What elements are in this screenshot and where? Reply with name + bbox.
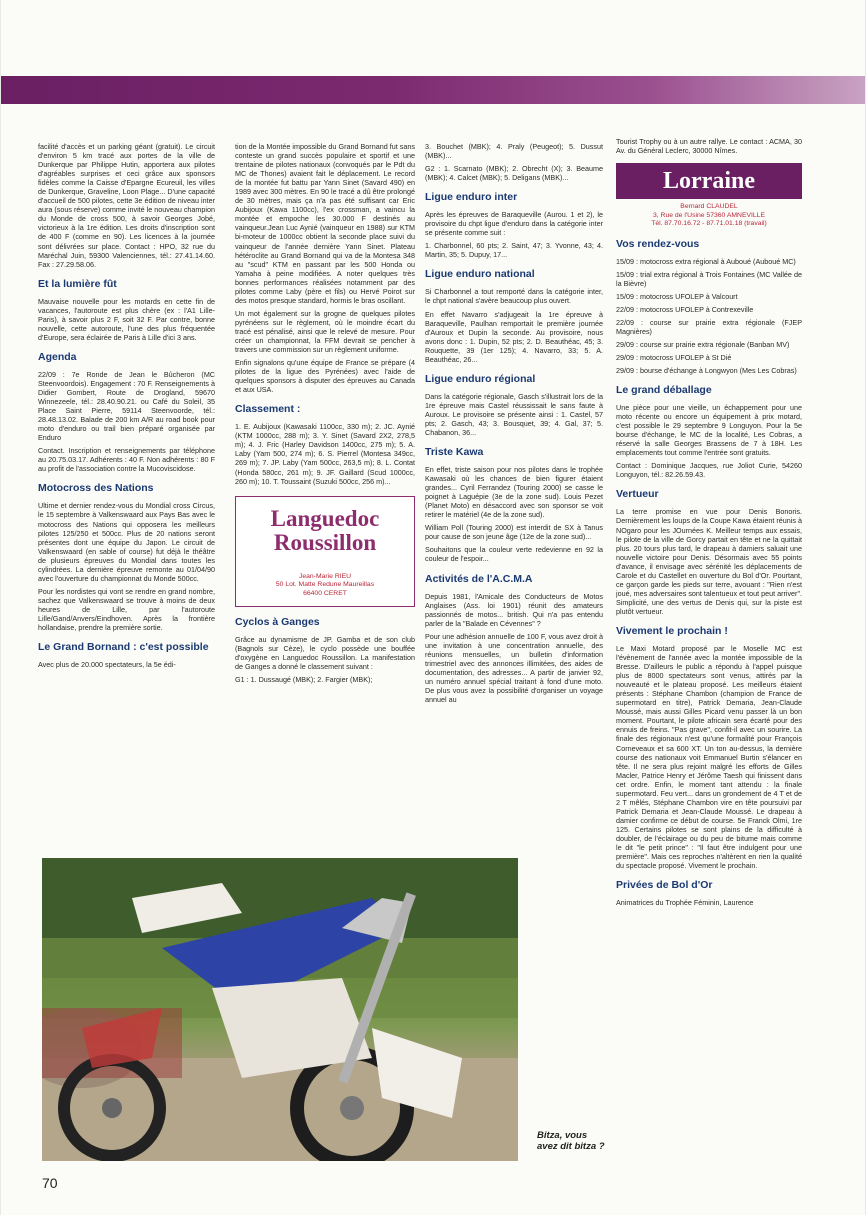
region-name-line: Roussillon — [273, 529, 377, 555]
paragraph: 29/09 : bourse d'échange à Longwyon (Mes Les Cobras) — [616, 366, 797, 376]
paragraph: facilité d'accès et un parking géant (gratuit). Le circuit d'environ 5 km tracé aux portes de la ville de Dunkerque par Philippe Hutin, apportera aux pilotes d'agréables surprises et ceci grâce aux sponsors fidèles comme la Caisse d'Epargne Ecureuil, les villes de Dunkerque, Graveline, Loon Plage... D'une capacité d'accueil de 500 pilotes, cette 3e édition de niveau inter aura (sous réserve) comme invité le nouveau champion du Monde de cross 500, à savoir Georges Jobé, victorieux à la 1re édition. Les droits d'inscription sont de 400 F (comme en 90). Les licences à la journée sont délivrées sur place. Contact : HPO, 32 rue du Maréchal Juin, 59300 Valenciennes, tél.: 27.41.14.60. Fax : 27.29.58.06. — [38, 142, 215, 269]
column-2 — [235, 142, 415, 847]
header-color-band — [0, 76, 866, 104]
paragraph: 1. E. Aubijoux (Kawasaki 1100cc, 330 m); 2. JC. Aynié (KTM 1000cc, 288 m); 3. Y. Sinet (Savard 2X2, 278,5 m); 4. J. Fric (Harley Davidson 1400cc, 275 m); 5. A. Laby (Yam 500, 274 m); 6. S. Pierrel (Montesa 349cc, 269 m); 7. JP. Laby (Yam 500cc, 263,5 m); 8. L. Contat (Honda 580cc, 261 m); 9. JF. Gaillard (Scud 1000cc, 260 m); 10. T. Toussaint (Suzuki 500cc, 256 m)... — [235, 422, 415, 486]
paragraph: 29/09 : course sur prairie extra régionale (Banban MV) — [616, 339, 790, 349]
photo-caption: Bitza, vous avez dit bitza ? — [537, 1130, 605, 1152]
paragraph: G2 : 1. Scarnato (MBK); 2. Obrecht (X); 3. Beaume (MBK); 4. Calcet (MBK); 5. Deligans (MBK)... — [425, 164, 603, 183]
section-heading: Ligue enduro inter — [425, 191, 518, 204]
paragraph: 3. Bouchet (MBK); 4. Praly (Peugeot); 5. Dussut (MBK)... — [425, 142, 603, 161]
paragraph: 22/09 : motocross UFOLEP à Contrexeville — [616, 304, 754, 314]
paragraph: Une pièce pour une vieille, un échappement pour une moto récente ou encore un équipement à prix motard, c'est possible le 29 septembre 9 Longuyon. Pour la 5e bourse d'échange, le MC de la localité, Les Cobras, a réservé la salle Georges Brassens de 7 à 18H. Les emplacements tout comme l'entrée sont gratuits. — [616, 403, 802, 458]
region-box — [235, 496, 415, 608]
paragraph: Ultime et dernier rendez-vous du Mondial cross Circus, le 15 septembre à Valkenswaard aux Pays Bas avec le motocross des Nations qui opposera les meilleurs pilotes 125/250 et 500cc. Plus de 20 nations seront présentes dont une équipe du Japon. Le circuit de Valkenswaard (en sable of course) fut déjà le théâtre de plusieurs épreuves du Mondial dans toutes les cylindrées. La dernière épreuve remonte au 01/04/90 avec l'ouverture du championnat du Monde 500cc. — [38, 501, 215, 583]
region-name — [236, 507, 414, 555]
region-contact-line: 50 Lot. Matte Redune Maureillas — [275, 581, 375, 589]
paragraph: Dans la catégorie régionale, Gasch s'illustrait lors de la 1re épreuve mais Castel réussissait le sans faute à Auroux. Le provisoire se présente ainsi : 1. Castel, 57 pts; 2. Gasch, 43; 3. Bousquet, 39; 4. Gal, 37; 5. Chabanon, 36... — [425, 391, 603, 437]
section-heading: Ligue enduro régional — [425, 372, 536, 385]
paragraph: Tourist Trophy ou à un autre rallye. Le contact : ACMA, 30 Av. du Général Leclerc, 30000 Nîmes. — [616, 137, 802, 156]
region-contact-line: 66400 CERET — [303, 589, 347, 597]
region-contact — [236, 573, 414, 599]
region-name-line: Languedoc — [270, 505, 380, 531]
page-number: 70 — [42, 1175, 58, 1191]
column-3 — [425, 142, 603, 847]
paragraph: 1. Charbonnel, 60 pts; 2. Saint, 47; 3. Yvonne, 43; 4. Martin, 35; 5. Dupuy, 17... — [425, 241, 603, 260]
paragraph: 15/09 : trial extra régional à Trois Fontaines (MC Vallée de la Bièvre) — [616, 269, 802, 288]
paragraph: 15/09 : motocross UFOLEP à Valcourt — [616, 291, 738, 301]
section-heading: Ligue enduro national — [425, 268, 535, 281]
page-edge-left — [0, 0, 1, 1215]
paragraph: Si Charbonnel a tout remporté dans la catégorie inter, le chpt national s'avère beaucoup plus ouvert. — [425, 287, 603, 306]
paragraph: 22/09 : course sur prairie extra régionale (FJEP Magnières) — [616, 317, 802, 336]
paragraph: 29/09 : motocross UFOLEP à St Dié — [616, 352, 732, 362]
paragraph: Le Maxi Motard proposé par le Moselle MC est l'évènement de l'année avec la montée impossible de la Bresse. D'ailleurs le public a répondu à l'appel puisque plus de 8000 spectateurs sont venus, attirés par la nouveauté et le plateau proposé. Les meilleurs étaient présents : Stéphane Chambon (champion de France de supermotard en titre), Patrick Demaria, Jean-Claude Moussé, mais aussi Gilles Picard venu passer là un bon moment. Pourtant, le pilote africain sera écarté pour des ennuis de freins. "Pas grave", confit-il avec un sourire. La finale des régionaux n'est qu'une formalité pour François Corneveaux et sa 600 XT. Un ton au-dessus, la dernière course des nationaux voit Emmanuel Burtin s'élancer en tête. Il ne sera plus rejoint malgré les efforts de Gilles Macler, Patrice Henry et Jérôme Taesh qui finissent dans cet ordre. Enfin, le moment tant attendu : la finale supermotard. Feu vert... dans un grondement de 4 T et de 2 T mêlés, Stéphane Chambon vire en tête poursuivi par Patrick Demaria et Jean-Claude Moussé. Le drapeau à damier confirme ce début de course. 5e Franck Olmi, 1re 125. Certains pilotes se sont plains de la difficulté à doubler, de l'éclairage ou du peu de bitume mais comme le dit "le petit prince" : "Il faut être indulgent pour une première". Mais ces reproches n'altèrent en rien la qualité du spectacle proposé. Vivement le prochain. — [616, 644, 802, 871]
paragraph: 22/09 : 7e Ronde de Jean le Bûcheron (MC Steenvoordois). Engagement : 70 F. Renseignements à Didier Gombert, Route de Drogland, 59670 Winnezeele, tél.: 28.40.90.21. ou Café du Soleil, 35 Place Saint Pierre, 59114 Steenvoorde, tél.: 28.48.13.02. Balade de 200 km A/R au road book pour moto d'enduro ou trail bien préparé organisée par Enduro — [38, 369, 215, 443]
section-heading: Motocross des Nations — [38, 482, 154, 495]
region-box — [616, 163, 802, 199]
section-heading: Vivement le prochain ! — [616, 625, 728, 637]
section-heading: Le Grand Bornand : c'est possible — [38, 641, 209, 654]
region-contact-line: Tél. 87.70.16.72 - 87.71.01.18 (travail) — [651, 220, 767, 228]
section-heading: Vertueur — [616, 488, 659, 501]
paragraph: Contact : Dominique Jacques, rue Joliot Curie, 54260 Longuyon, tél.: 82.26.59.43. — [616, 461, 802, 480]
section-heading: Activités de l'A.C.M.A — [425, 572, 533, 585]
paragraph: Mauvaise nouvelle pour les motards en cette fin de vacances, l'autoroute est plus chère (ex : l'A1 Lille-Paris), à savoir plus 2 F, soit 32 F. Par contre, bonne nouvelle, cette autoroute, l'une des plus fréquentée d'Europe, sera éclairée de Paris à Lille d'ici 3 ans. — [38, 296, 215, 342]
section-heading: Triste Kawa — [425, 446, 484, 459]
paragraph: 15/09 : motocross extra régional à Auboué (Auboué MC) — [616, 256, 796, 266]
section-heading: Cyclos à Ganges — [235, 616, 320, 629]
section-heading: Classement : — [235, 403, 301, 416]
paragraph: tion de la Montée impossible du Grand Bornand fut sans conteste un grand succès populaire et sportif et une trentaine de pilotes nationaux (convoqués par le Pdt du MC de Thones) avaient fait le déplacement. Le record de la montée fut battu par Yann Sinet (Savard 490) en 1989 avec 300 mètres. En 90 le tracé a dû être prolongé de 30 mètres, mais ça n'a pas été suffisant car Eric Aubijoux (Kawa 1100cc), l'ex crossman, a vaincu la montée et empoche les 30.000 F destinés au vainqueur.Jean Luc Aynié (vainqueur en 1988) sur KTM bi-moteur de 1000cc obtient la seconde place suivi du vainqueur de l'année dernière Yann Sinet. Plateau hétéroclite au Grand Bornand qui va de la Montesa 348 au "scud" KTM en passant par les 500 Honda ou Yamaha à peine modifiées. A noter quelques très bonnes performances réalisées notamment par des pilotes comme Laby (père et fils) ou Hervé Poirot sur des motos presque standard, hormis le bras oscillant. — [235, 142, 415, 305]
paragraph: Souhaitons que la couleur verte redevienne en 92 la couleur de l'espoir... — [425, 545, 603, 564]
paragraph: Avec plus de 20.000 spectateurs, la 5e édi- — [38, 660, 176, 670]
paragraph: Grâce au dynamisme de JP. Gamba et de son club (Bagnols sur Cèze), le cyclo possède une bouffée d'oxygène en Languedoc Roussillon. La manifestation de Ganges a donné le classement suivant : — [235, 635, 415, 672]
paragraph: William Poll (Touring 2000) est interdit de SX à Tanus pour cause de son jeune âge (12e de la zone sud)... — [425, 523, 603, 542]
paragraph: En effet, triste saison pour nos pilotes dans le trophée Kawasaki où les chances de bien figurer étaient grandes... Cyril Ferrandez (Touring 2000) se casse le poignet à Laguépie (3e de la zone sud). Louis Pezet (Planet Moto) en désaccord avec son sponsor se voit retirer le matériel (4e de la zone sud). — [425, 465, 603, 520]
paragraph: Pour les nordistes qui vont se rendre en grand nombre, sachez que Valkenswaard se trouve à moins de deux heures de Lille, par l'autoroute Lille/Gand/Anvers/Eindhoven. Après la frontière hollandaise, prendre la première sortie. — [38, 586, 215, 633]
paragraph: G1 : 1. Dussaugé (MBK); 2. Fargier (MBK); — [235, 675, 373, 685]
paragraph: Un mot également sur la grogne de quelques pilotes pyrénéens sur le règlement, où le moindre écart du tracé est pénalisé, ainsi que le relevé de mesure. Pour créer un championnat, la FFM devrait se pencher à travers une commission sur un règlement uniforme. — [235, 308, 415, 355]
column-4 — [616, 137, 802, 1172]
section-heading: Vos rendez-vous — [616, 237, 700, 250]
region-contact — [616, 203, 802, 229]
paragraph: Animatrices du Trophée Féminin, Laurence — [616, 898, 754, 908]
section-heading: Le grand déballage — [616, 384, 712, 397]
section-heading: Privées de Bol d'Or — [616, 879, 713, 892]
section-heading: Agenda — [38, 350, 77, 363]
paragraph: Pour une adhésion annuelle de 100 F, vous avez droit à une invitation à une concentration annuelle, des réunions mensuelles, un bulletin d'information trimestriel avec des annonces illimitées, des aides de documentation, des adresses... A partir de janvier 92, un numéro annuel spécial traitant à fond d'une moto. De plus vous avez la possibilité d'organiser un voyage annuel au — [425, 631, 603, 705]
region-contact-line: Jean-Marie RIEU — [298, 572, 352, 580]
region-contact-line: 3, Rue de l'Usine 57360 AMNEVILLE — [652, 211, 765, 219]
paragraph: Contact. Inscription et renseignements par téléphone au 20.75.03.17. Adhérents : 40 F. Non adhérents : 80 F au profit de l'association contre la Mucoviscidose. — [38, 446, 215, 474]
paragraph: La terre promise en vue pour Denis Bonoris. Dernièrement les loups de la Coupe Kawa étaient réunis à NOgaro pour les JOurnées K. Meilleur temps aux essais, le pilote de la ville de Gorcy partait en tête et ne la quittait plus. 20 tours plus tard, le drapeau à damiers saluait une nouvelle victoire pour Denis. Désormais avec 55 points d'avance, il envisage avec sérénité les déplacements de Carole et du Castellet en ouverture du Bol d'Or. Pourtant, ce garçon garde les pieds sur terre, avouant : "Rien n'est joué, mes adversaires sont talentueux et tout peut arriver". Simplicité, une des vertus de Denis qui, sur la piste est plutôt vertueur. — [616, 507, 802, 616]
region-name: Lorraine — [663, 168, 755, 195]
motocross-photo — [42, 858, 518, 1161]
paragraph: Depuis 1981, l'Amicale des Conducteurs de Motos Anglaises (Ass. loi 1901) réunit des amateurs passionnés de motos... british. Qui n'a pas entendu parler de la "Balade en Cévennes" ? — [425, 591, 603, 628]
column-1 — [38, 142, 215, 847]
paragraph: En effet Navarro s'adjugeait la 1re épreuve à Baraqueville, Paulhan remportait le première journée d'Auroux et Dupin la seconde. Au provisoire, nous avons donc : 1. Dupin, 52 pts; 2. D. Beauthéac, 45; 3. Rouquette, 39 (1er 125); 4. Navarro, 33; 5. A. Beauthéac, 26... — [425, 309, 603, 364]
paragraph: Après les épreuves de Baraqueville (Aurou. 1 et 2), le provisoire du chpt ligue d'enduro dans la catégorie inter se présente comme suit : — [425, 210, 603, 238]
section-heading: Et la lumière fût — [38, 277, 117, 290]
motorcycle-illustration — [42, 858, 518, 1161]
paragraph: Enfin signalons qu'une équipe de France se prépare (4 pilotes de la ligue des Pyrénées) avec l'aide de quelques sponsors à disputer des épreuves au Canada et aux USA. — [235, 358, 415, 395]
region-contact-line: Bernard CLAUDEL — [680, 203, 738, 211]
